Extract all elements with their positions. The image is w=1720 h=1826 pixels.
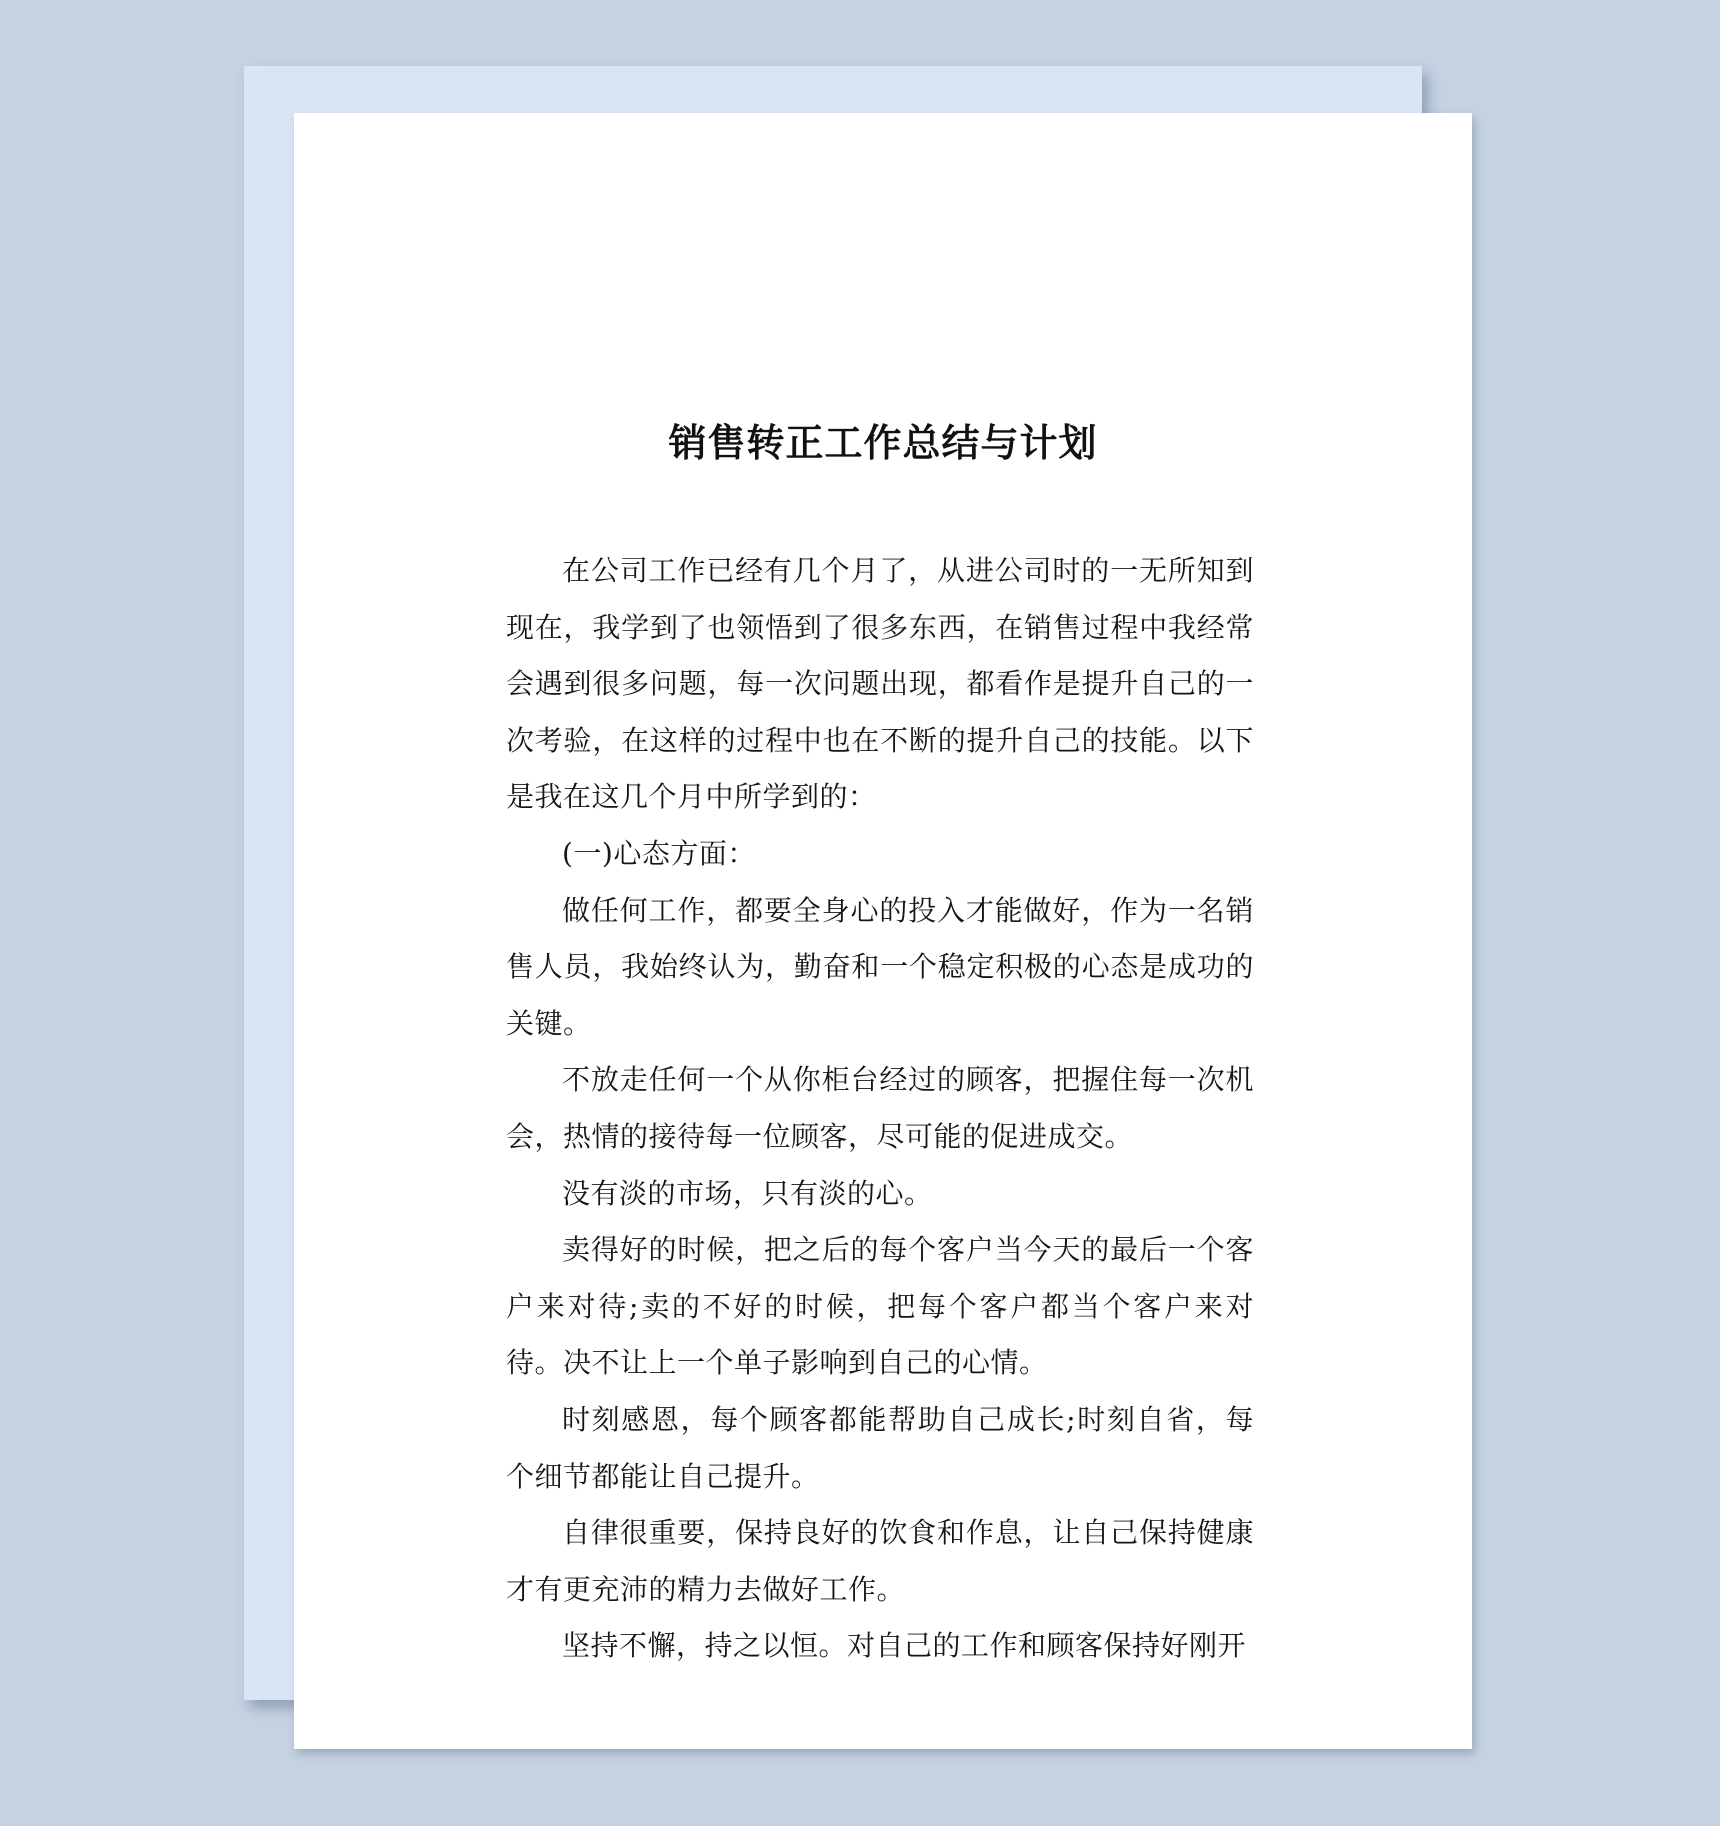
- document-body: [506, 543, 1254, 1675]
- paragraph-intro: 在公司工作已经有几个月了，从进公司时的一无所知到现在，我学到了也领悟到了很多东西，在销售过程中我经常会遇到很多问题，每一次问题出现，都看作是提升自己的一次考验，在这样的过程中也在不断的提升自己的技能。以下是我在这几个月中所学到的：: [506, 554, 1254, 814]
- paragraph-customers: 不放走任何一个从你柜台经过的顾客，把握住每一次机会，热情的接待每一位顾客，尽可能的促进成交。: [506, 1063, 1254, 1153]
- paragraph-section-heading: (一)心态方面：: [562, 836, 756, 870]
- document-page: [294, 113, 1472, 1749]
- paragraph-attitude: 做任何工作，都要全身心的投入才能做好，作为一名销售人员，我始终认为，勤奋和一个稳定积极的心态是成功的关键。: [506, 893, 1254, 1040]
- paragraph-gratitude: 时刻感恩，每个顾客都能帮助自己成长;时刻自省，每个细节都能让自己提升。: [506, 1402, 1254, 1493]
- paragraph-sales-mood: 卖得好的时候，把之后的每个客户当今天的最后一个客户来对待;卖的不好的时候，把每个客户都当个客户来对待。决不让上一个单子影响到自己的心情。: [506, 1233, 1254, 1380]
- paragraph-self-discipline: 自律很重要，保持良好的饮食和作息，让自己保持健康才有更充沛的精力去做好工作。: [506, 1516, 1254, 1606]
- paragraph-persistence: 坚持不懈，持之以恒。对自己的工作和顾客保持好刚开: [562, 1629, 1247, 1663]
- document-title: 销售转正工作总结与计划: [668, 421, 1098, 465]
- paragraph-market: 没有淡的市场，只有淡的心。: [562, 1176, 933, 1210]
